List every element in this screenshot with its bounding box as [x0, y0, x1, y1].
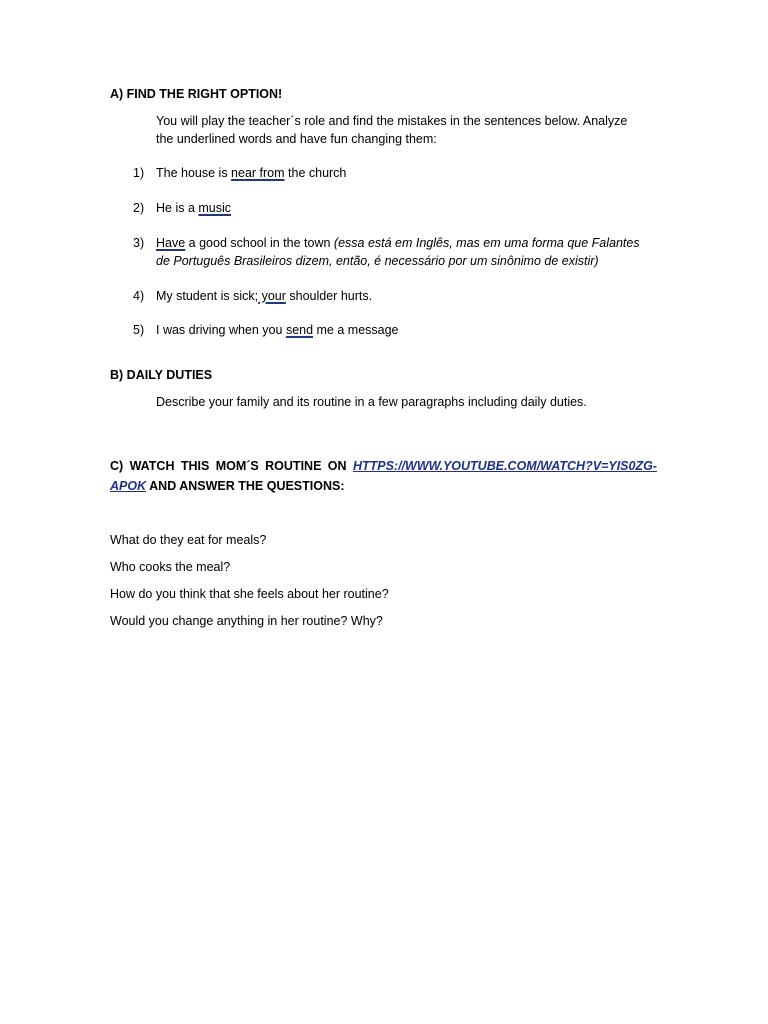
underlined-word: your [258, 289, 286, 303]
list-item: I was driving when you send me a message [156, 323, 399, 337]
section-b-heading: B) DAILY DUTIES [110, 368, 213, 382]
list-item: My student is sick; your shoulder hurts. [156, 289, 373, 303]
youtube-link-continued[interactable]: APOK [110, 479, 147, 493]
list-item: Have a good school in the town (essa está em Inglês, mas em uma forma que Falantes [156, 236, 640, 250]
question: How do you think that she feels about her routine? [110, 587, 389, 601]
list-item-number: 5) [133, 323, 145, 337]
youtube-link[interactable]: HTTPS://WWW.YOUTUBE.COM/WATCH?V=YIS0ZG- [352, 459, 657, 473]
list-item-number: 4) [133, 289, 145, 303]
question: What do they eat for meals? [110, 533, 267, 547]
list-item-number: 2) [133, 201, 145, 215]
section-c-heading-line2: APOK AND ANSWER THE QUESTIONS: [110, 479, 345, 493]
question: Who cooks the meal? [110, 560, 231, 574]
portuguese-note-line1: (essa está em Inglês, mas em uma forma que Falantes [333, 236, 640, 250]
underlined-word: send [285, 323, 314, 337]
section-a-intro-line2: the underlined words and have fun changing them: [156, 132, 437, 146]
underlined-word: music [198, 201, 232, 215]
section-a-intro-line1: You will play the teacher´s role and find the mistakes in the sentences below. Analyze [156, 114, 628, 128]
section-a-heading: A) FIND THE RIGHT OPTION! [110, 87, 283, 101]
list-item: The house is near from the church [156, 166, 347, 180]
question: Would you change anything in her routine? Why? [110, 614, 383, 628]
section-c-heading-line1: C) WATCH THIS MOM´S ROUTINE ON HTTPS://WWW.YOUTUBE.COM/WATCH?V=YIS0ZG- [110, 459, 657, 473]
list-item: He is a music [156, 201, 232, 215]
list-item-number: 3) [133, 236, 145, 250]
list-item-number: 1) [133, 166, 145, 180]
section-b-text: Describe your family and its routine in a few paragraphs including daily duties. [156, 395, 587, 409]
underlined-word: near from [231, 166, 285, 180]
underlined-word: Have [156, 236, 186, 250]
portuguese-note-line2: de Português Brasileiros dizem, então, é necessário por um sinônimo de existir) [156, 254, 599, 268]
